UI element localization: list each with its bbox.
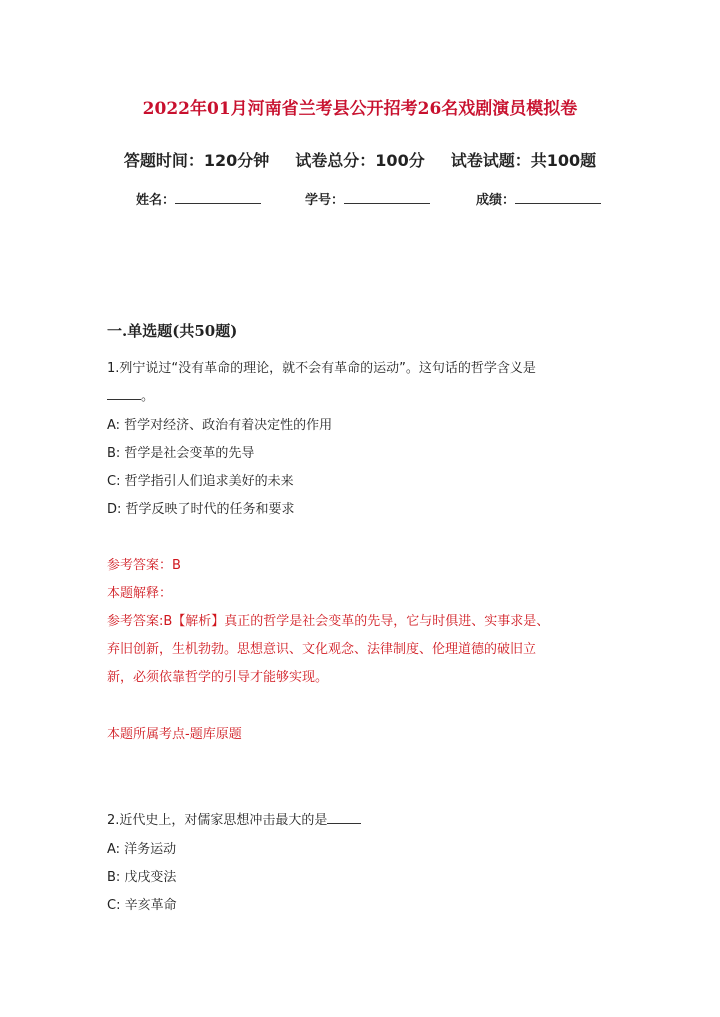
question-1-option-d: D: 哲学反映了时代的任务和要求 (107, 502, 295, 517)
exam-question-count: 试卷试题：共100题 (450, 151, 597, 170)
question-1-blank (107, 388, 141, 400)
name-field (136, 189, 261, 208)
question-1-stem: 1.列宁说过“没有革命的理论，就不会有革命的运动”。这句话的哲学含义是 (107, 361, 536, 376)
id-blank (344, 191, 430, 204)
question-1-option-c: C: 哲学指引人们追求美好的未来 (107, 474, 294, 489)
question-1-explain-line: 新，必须依靠哲学的引导才能够实现。 (107, 670, 329, 685)
question-2-stem (107, 809, 361, 828)
score-blank (515, 191, 601, 204)
question-1-explain-line: 弃旧创新，生机勃勃。思想意识、文化观念、法律制度、伦理道德的破旧立 (107, 642, 537, 657)
question-1-stem-period: 。 (141, 389, 155, 404)
question-1-option-b: B: 哲学是社会变革的先导 (107, 446, 255, 461)
id-label: 学号： (305, 193, 345, 208)
question-2-option-a: A: 洋务运动 (107, 842, 177, 857)
score-field (476, 189, 601, 208)
question-1-explain-line: 参考答案:B【解析】真正的哲学是社会变革的先导，它与时俱进、实事求是、 (107, 614, 550, 629)
id-field (305, 189, 430, 208)
question-1-option-a: A: 哲学对经济、政治有着决定性的作用 (107, 418, 333, 433)
exam-total-score: 试卷总分：100分 (295, 151, 425, 170)
question-2-option-c: C: 辛亥革命 (107, 898, 177, 913)
score-label: 成绩： (476, 193, 516, 208)
question-1-point: 本题所属考点-题库原题 (107, 727, 242, 742)
section-title: 一.单选题(共50题) (107, 322, 238, 340)
exam-title: 2022年01月河南省兰考县公开招考26名戏剧演员模拟卷 (142, 99, 578, 119)
question-1-explain-label: 本题解释： (107, 586, 173, 601)
question-1-stem-end (107, 385, 154, 404)
question-2-blank (327, 812, 361, 824)
name-blank (175, 191, 261, 204)
question-1-answer: 参考答案：B (107, 558, 181, 573)
exam-meta (0, 148, 720, 171)
question-2-stem-text: 2.近代史上，对儒家思想冲击最大的是 (107, 813, 328, 828)
exam-time: 答题时间：120分钟 (123, 151, 270, 170)
question-2-option-b: B: 戊戌变法 (107, 870, 177, 885)
name-label: 姓名： (136, 193, 176, 208)
